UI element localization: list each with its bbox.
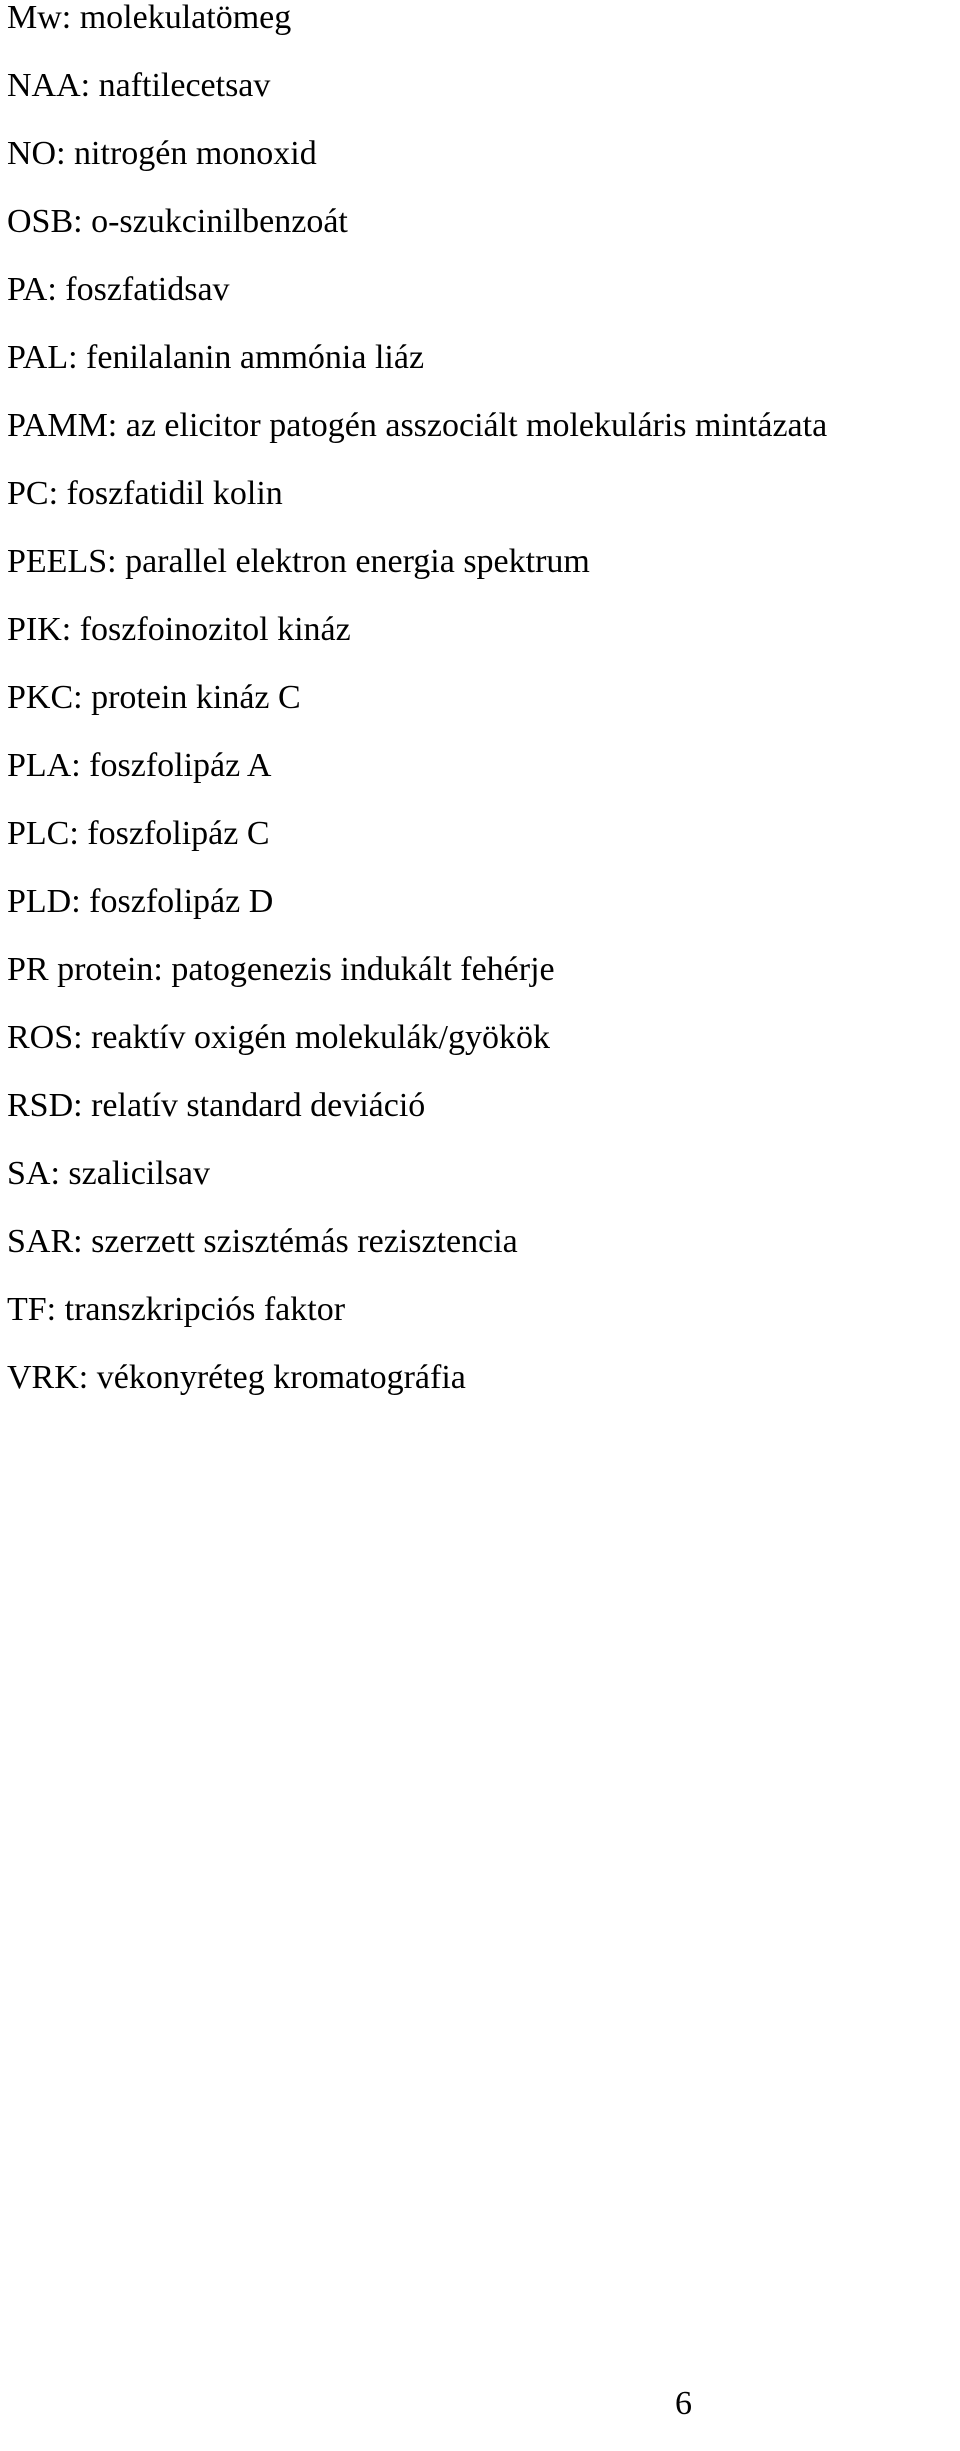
abbreviation-list: [7, 0, 947, 1428]
abbreviation-entry-pa: PA: foszfatidsav: [7, 272, 230, 308]
page-number: 6: [675, 2385, 692, 2422]
abbreviation-entry-pkc: PKC: protein kináz C: [7, 680, 301, 716]
abbreviation-entry-pal: PAL: fenilalanin ammónia liáz: [7, 340, 425, 376]
abbreviation-entry-sa: SA: szalicilsav: [7, 1156, 211, 1192]
abbreviation-entry-pamm: PAMM: az elicitor patogén asszociált molekuláris mintázata: [7, 408, 828, 444]
abbreviation-entry-pr-protein: PR protein: patogenezis indukált fehérje: [7, 952, 555, 988]
abbreviation-entry-pld: PLD: foszfolipáz D: [7, 884, 274, 920]
abbreviation-entry-mw: Mw: molekulatömeg: [7, 0, 292, 36]
abbreviation-entry-no: NO: nitrogén monoxid: [7, 136, 317, 172]
abbreviation-entry-ros: ROS: reaktív oxigén molekulák/gyökök: [7, 1020, 550, 1056]
abbreviation-entry-pc: PC: foszfatidil kolin: [7, 476, 283, 512]
abbreviation-entry-osb: OSB: o-szukcinilbenzoát: [7, 204, 348, 240]
abbreviation-entry-pik: PIK: foszfoinozitol kináz: [7, 612, 351, 648]
abbreviation-entry-peels: PEELS: parallel elektron energia spektrum: [7, 544, 590, 580]
abbreviation-entry-vrk: VRK: vékonyréteg kromatográfia: [7, 1360, 466, 1396]
abbreviation-entry-plc: PLC: foszfolipáz C: [7, 816, 270, 852]
abbreviation-entry-tf: TF: transzkripciós faktor: [7, 1292, 346, 1328]
abbreviation-entry-pla: PLA: foszfolipáz A: [7, 748, 272, 784]
abbreviation-entry-sar: SAR: szerzett szisztémás rezisztencia: [7, 1224, 518, 1260]
abbreviation-entry-naa: NAA: naftilecetsav: [7, 68, 271, 104]
abbreviation-entry-rsd: RSD: relatív standard deviáció: [7, 1088, 426, 1124]
